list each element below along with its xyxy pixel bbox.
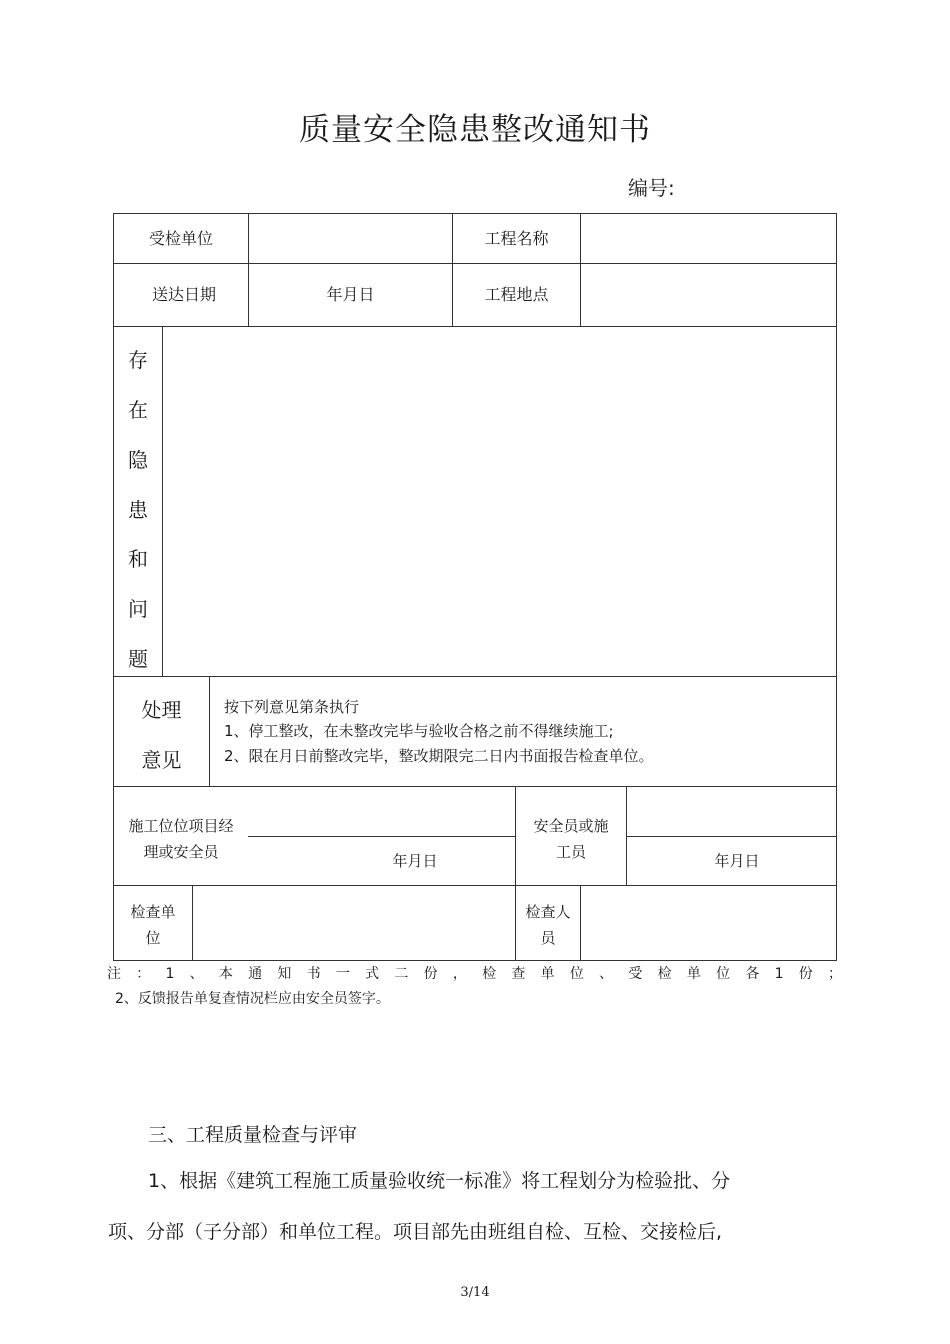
page-number: 3/14 [460,1285,490,1300]
issues-content-area[interactable] [163,327,836,676]
issues-label-char: 存 [128,348,148,372]
row-divider [113,676,837,677]
handling-option-1: 1、停工整改，在未整改完毕与验收合格之前不得继续施工; [224,722,614,740]
inspector-label-line1: 检查人 [525,903,571,921]
serial-number-label: 编号: [628,176,675,200]
inspection-unit-field[interactable] [193,886,515,960]
project-location-label: 工程地点 [484,285,549,304]
issues-label-char: 和 [128,547,148,571]
inspected-unit-label: 受检单位 [148,228,213,248]
delivery-date-value: 年月日 [326,285,375,304]
issues-label-char: 患 [128,498,148,522]
document-title: 质量安全隐患整改通知书 [299,112,651,148]
section-heading: 三、工程质量检查与评审 [148,1124,358,1146]
construction-manager-label-line2: 理或安全员 [143,843,219,861]
column-divider [209,676,210,786]
safety-officer-label-line2: 工员 [555,843,586,861]
project-location-field[interactable] [581,264,836,326]
note-line-1: 注：1、本通知书一式二份，检查单位、受检单位各1份； [107,966,842,982]
handling-label-line2: 意见 [141,748,182,772]
table-border-bottom [113,960,837,961]
handling-label-line1: 处理 [141,698,182,722]
construction-manager-date: 年月日 [392,852,438,870]
handling-option-2: 2、限在月日前整改完毕，整改期限完二日内书面报告检查单位。 [224,747,654,765]
delivery-date-label: 送达日期 [151,285,216,304]
construction-manager-signature-field[interactable] [249,787,515,836]
inspected-unit-field[interactable] [249,214,452,263]
safety-officer-signature-field[interactable] [627,787,836,836]
project-name-field[interactable] [581,214,836,263]
safety-officer-date: 年月日 [714,852,760,870]
issues-label-char: 在 [128,398,148,422]
issues-label-char: 题 [128,647,148,671]
handling-instruction: 按下列意见第条执行 [224,698,360,716]
inspector-label-line2: 员 [540,929,556,947]
safety-officer-label-line1: 安全员或施 [533,817,609,835]
inspector-field[interactable] [581,886,836,960]
issues-label-char: 问 [128,597,148,621]
inspection-unit-label-line1: 检查单 [130,903,176,921]
project-name-label: 工程名称 [484,228,549,248]
paragraph-line-2: 项、分部（子分部）和单位工程。项目部先由班组自检、互检、交接检后, [108,1221,723,1243]
inspection-unit-label-line2: 位 [145,929,161,947]
paragraph-line-1: 1、根据《建筑工程施工质量验收统一标准》将工程划分为检验批、分 [148,1170,731,1192]
issues-label-char: 隐 [128,448,148,472]
note-line-2: 2、反馈报告单复查情况栏应由安全员签字。 [115,991,390,1007]
construction-manager-label-line1: 施工位位项目经 [128,817,234,835]
